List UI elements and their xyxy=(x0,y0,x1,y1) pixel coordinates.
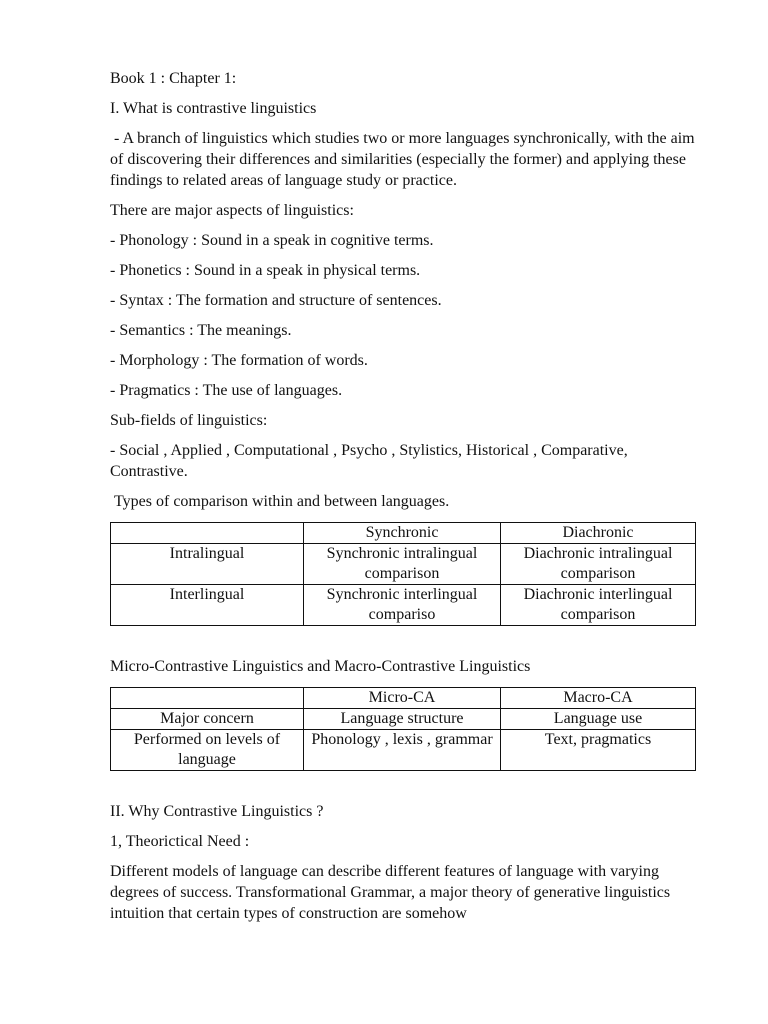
table-cell: Text, pragmatics xyxy=(501,730,696,771)
closing-paragraph: Different models of language can describe different features of language with varying degrees of success. Transformational Grammar, a major theory of generative linguistics intuition that certain types of construction are somehow xyxy=(110,863,671,922)
table-header-row xyxy=(111,688,696,709)
definition-paragraph: - A branch of linguistics which studies two or more languages synchronically, with the aim of discovering their differences and similarities (especially the former) and applying these findings to related areas of language study or practice. xyxy=(110,130,699,189)
table-cell: Phonology , lexis , grammar xyxy=(304,730,501,771)
table-header-cell: Synchronic xyxy=(304,523,501,544)
subsection-title: 1, Theorictical Need : xyxy=(110,833,250,850)
document-heading: Book 1 : Chapter 1: xyxy=(110,70,237,87)
table-row xyxy=(111,709,696,730)
table-cell: Language structure xyxy=(304,709,501,730)
table-cell: Performed on levels of language xyxy=(111,730,304,771)
table-header-cell: Macro-CA xyxy=(501,688,696,709)
aspect-item: - Semantics : The meanings. xyxy=(110,322,292,339)
subfields-intro: Sub-fields of linguistics: xyxy=(110,412,268,429)
comparison-table xyxy=(110,522,696,626)
subfields-list: - Social , Applied , Computational , Psycho , Stylistics, Historical , Comparative, Contrastive. xyxy=(110,442,628,480)
table-cell: Interlingual xyxy=(111,585,304,626)
table-cell: Intralingual xyxy=(111,544,304,585)
micro-macro-title: Micro-Contrastive Linguistics and Macro-Contrastive Linguistics xyxy=(110,658,531,675)
table-header-cell: Micro-CA xyxy=(304,688,501,709)
comparison-intro: Types of comparison within and between languages. xyxy=(110,493,450,510)
table-cell: Synchronic interlingual compariso xyxy=(304,585,501,626)
section-2-title: II. Why Contrastive Linguistics ? xyxy=(110,803,324,820)
document-page xyxy=(110,68,700,924)
table-row xyxy=(111,730,696,771)
table-row xyxy=(111,544,696,585)
table-header-cell: Diachronic xyxy=(501,523,696,544)
aspect-item: - Phonology : Sound in a speak in cognitive terms. xyxy=(110,232,434,249)
aspect-item: - Syntax : The formation and structure of sentences. xyxy=(110,292,442,309)
table-header-cell xyxy=(111,688,304,709)
table-header-row xyxy=(111,523,696,544)
table-cell: Synchronic intralingual comparison xyxy=(304,544,501,585)
aspect-item: - Pragmatics : The use of languages. xyxy=(110,382,343,399)
table-cell: Major concern xyxy=(111,709,304,730)
aspects-intro: There are major aspects of linguistics: xyxy=(110,202,354,219)
section-1-title: I. What is contrastive linguistics xyxy=(110,100,317,117)
aspect-item: - Morphology : The formation of words. xyxy=(110,352,368,369)
table-cell: Diachronic intralingual comparison xyxy=(501,544,696,585)
table-cell: Diachronic interlingual comparison xyxy=(501,585,696,626)
micro-macro-table xyxy=(110,687,696,771)
table-row xyxy=(111,585,696,626)
aspect-item: - Phonetics : Sound in a speak in physical terms. xyxy=(110,262,421,279)
table-cell: Language use xyxy=(501,709,696,730)
table-header-cell xyxy=(111,523,304,544)
